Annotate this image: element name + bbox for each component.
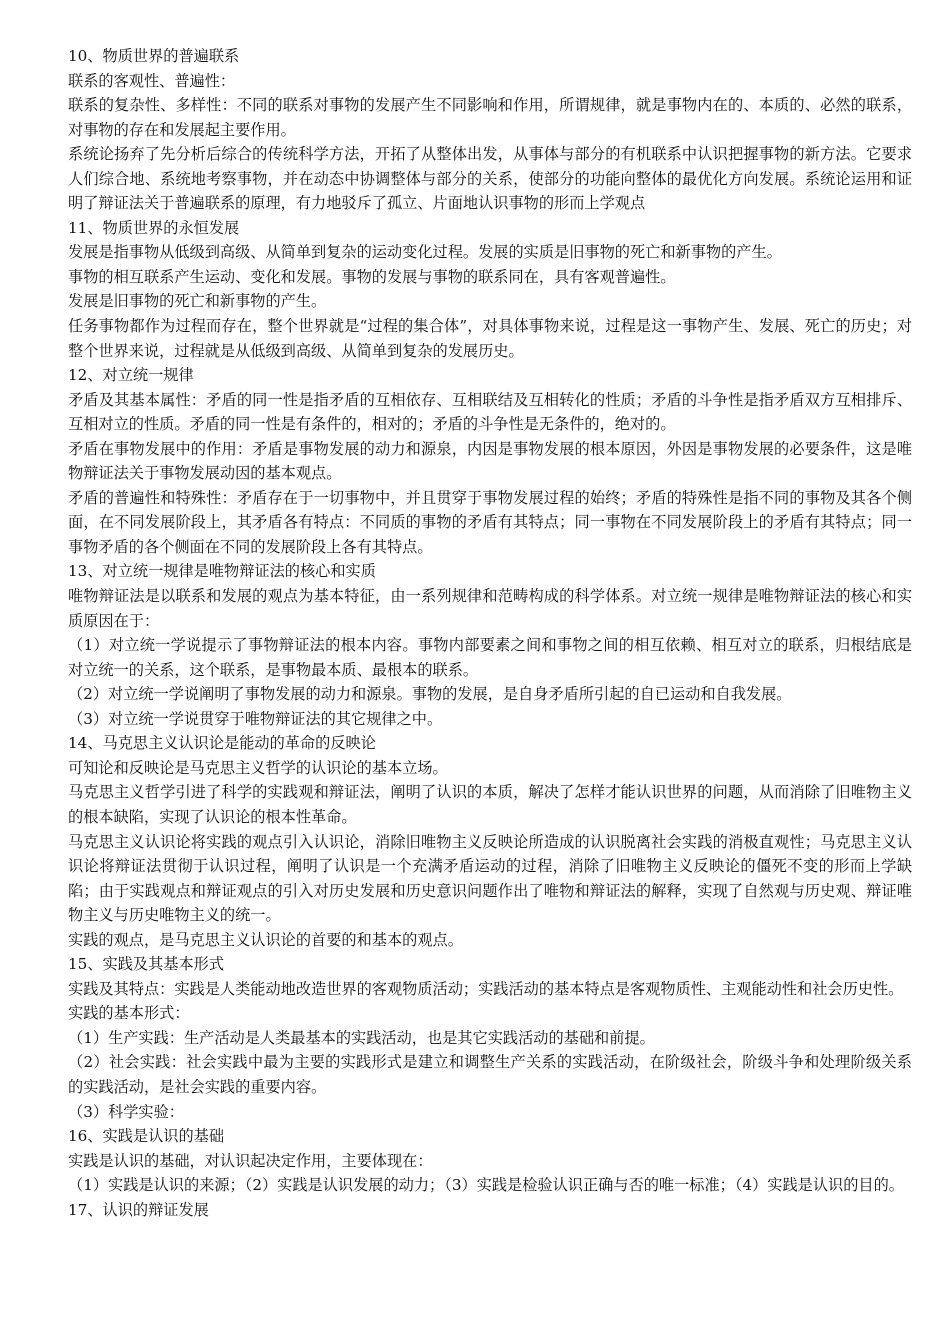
paragraph: 马克思主义哲学引进了科学的实践观和辩证法，阐明了认识的本质，解决了怎样才能认识世界的问题，从而消除了旧唯物主义的根本缺陷，实现了认识论的根本性革命。 [68,783,912,826]
section-heading: 10、物质世界的普遍联系 [68,47,240,65]
paragraph: 唯物辩证法是以联系和发展的观点为基本特征，由一系列规律和范畴构成的科学体系。对立统一规律是唯物辩证法的核心和实质原因在于： [68,587,912,630]
paragraph: （1）生产实践：生产活动是人类最基本的实践活动，也是其它实践活动的基础和前提。 [68,1028,655,1047]
paragraph: 联系的复杂性、多样性：不同的联系对事物的发展产生不同影响和作用，所谓规律，就是事物内在的、本质的、必然的联系，对事物的存在和发展起主要作用。 [68,96,912,139]
paragraph: 发展是指事物从低级到高级、从简单到复杂的运动变化过程。发展的实质是旧事物的死亡和新事物的产生。 [68,243,782,262]
document-body [68,44,912,1222]
paragraph: 联系的客观性、普遍性： [68,71,236,90]
paragraph: 可知论和反映论是马克思主义哲学的认识论的基本立场。 [68,758,448,777]
section-heading: 14、马克思主义认识论是能动的革命的反映论 [68,734,376,753]
paragraph: 矛盾在事物发展中的作用：矛盾是事物发展的动力和源泉，内因是事物发展的根本原因，外因是事物发展的必要条件，这是唯物辩证法关于事物发展动因的基本观点。 [68,439,912,483]
section-heading: 16、实践是认识的基础 [68,1127,225,1146]
section-heading: 11、物质世界的永恒发展 [68,218,240,237]
paragraph: （3）对立统一学说贯穿于唯物辩证法的其它规律之中。 [68,709,443,728]
section-heading: 13、对立统一规律是唯物辩证法的核心和实质 [68,562,376,581]
paragraph: 实践及其特点：实践是人类能动地改造世界的客观物质活动；实践活动的基本特点是客观物质性、主观能动性和社会历史性。 [68,979,904,998]
paragraph: 实践的基本形式： [68,1004,190,1023]
paragraph: （1）实践是认识的来源；（2）实践是认识发展的动力；（3）实践是检验认识正确与否的唯一标准；（4）实践是认识的目的。 [68,1176,904,1195]
paragraph: 任务事物都作为过程而存在，整个世界就是“过程的集合体”，对具体事物来说，过程是这一事物产生、发展、死亡的历史；对整个世界来说，过程就是从低级到高级、从简单到复杂的发展历史。 [68,317,912,360]
section-heading: 15、实践及其基本形式 [68,955,225,974]
paragraph: （2）社会实践：社会实践中最为主要的实践形式是建立和调整生产关系的实践活动，在阶级社会，阶级斗争和处理阶级关系的实践活动，是社会实践的重要内容。 [68,1053,912,1096]
section-heading: 12、对立统一规律 [68,366,194,385]
paragraph: （1）对立统一学说提示了事物辩证法的根本内容。事物内部要素之间和事物之间的相互依赖、相互对立的联系，归根结底是对立统一的关系，这个联系，是事物最本质、最根本的联系。 [68,636,912,679]
paragraph: 矛盾的普遍性和特殊性：矛盾存在于一切事物中，并且贯穿于事物发展过程的始终；矛盾的特殊性是指不同的事物及其各个侧面，在不同发展阶段上，其矛盾各有特点：不同质的事物的矛盾有其特点；同一事物在不同发展阶段上的矛盾有其特点；同一事物矛盾的各个侧面在不同的发展阶段上各有其特点。 [68,488,912,556]
paragraph: （3）科学实验： [68,1102,184,1121]
paragraph: 发展是旧事物的死亡和新事物的产生。 [68,292,327,311]
section-heading: 17、认识的辩证发展 [68,1200,209,1219]
paragraph: 马克思主义认识论将实践的观点引入认识论，消除旧唯物主义反映论所造成的认识脱离社会实践的消极直观性；马克思主义认识论将辩证法贯彻于认识过程，阐明了认识是一个充满矛盾运动的过程，消除了旧唯物主义反映论的僵死不变的形而上学缺陷；由于实践观点和辩证观点的引入对历史发展和历史意识问题作出了唯物和辩证法的解释，实现了自然观与历史观、辩证唯物主义与历史唯物主义的统一。 [68,832,912,925]
paragraph: 实践是认识的基础，对认识起决定作用，主要体现在： [68,1151,433,1170]
paragraph: 系统论扬弃了先分析后综合的传统科学方法，开拓了从整体出发，从事体与部分的有机联系中认识把握事物的新方法。它要求人们综合地、系统地考察事物，并在动态中协调整体与部分的关系，使部分的功能向整体的最优化方向发展。系统论运用和证明了辩证法关于普遍联系的原理，有力地驳斥了孤立、片面地认识事物的形而上学观点 [68,145,912,213]
paragraph: 实践的观点，是马克思主义认识论的首要的和基本的观点。 [68,930,463,949]
paragraph: 矛盾及其基本属性：矛盾的同一性是指矛盾的互相依存、互相联结及互相转化的性质；矛盾的斗争性是指矛盾双方互相排斥、互相对立的性质。矛盾的同一性是有条件的，相对的；矛盾的斗争性是无条件的，绝对的。 [68,390,912,434]
paragraph: （2）对立统一学说阐明了事物发展的动力和源泉。事物的发展，是自身矛盾所引起的自已运动和自我发展。 [68,685,792,704]
paragraph: 事物的相互联系产生运动、变化和发展。事物的发展与事物的联系同在，具有客观普遍性。 [68,267,676,286]
